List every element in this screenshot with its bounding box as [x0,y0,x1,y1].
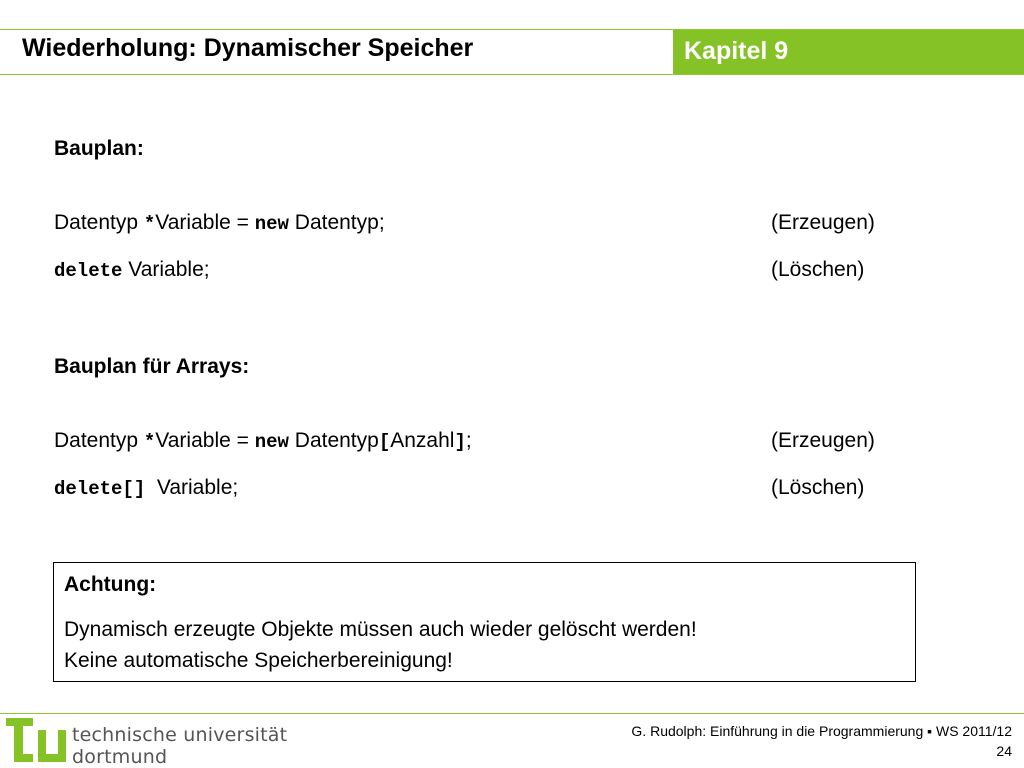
chapter-label: Kapitel 9 [684,37,789,65]
footer-rule [0,713,1024,714]
section-heading-arrays: Bauplan für Arrays: [54,355,250,378]
warning-text-2: Keine automatische Speicherbereinigung! [64,649,453,672]
university-name-line1: technische universität [72,724,288,746]
code-line-new: Datentyp *Variable = new Datentyp; [54,211,385,235]
tu-logo-icon [4,716,68,766]
warning-box [53,562,916,682]
section-heading-bauplan: Bauplan: [54,137,144,160]
note-erzeugen: (Erzeugen) [771,211,875,234]
slide-title: Wiederholung: Dynamischer Speicher [22,34,474,62]
page-number: 24 [996,743,1012,759]
warning-text-1: Dynamisch erzeugte Objekte müssen auch wieder gelöscht werden! [64,618,697,641]
note-erzeugen-array: (Erzeugen) [771,429,875,452]
chapter-badge [673,30,1024,74]
warning-heading: Achtung: [64,573,157,596]
code-line-new-array: Datentyp *Variable = new Datentyp[Anzahl]; [54,429,472,453]
footer-citation: G. Rudolph: Einführung in die Programmierung ▪ WS 2011/12 [631,723,1012,739]
university-name-line2: dortmund [72,746,168,768]
code-line-delete-array: delete[] Variable; [54,476,239,500]
note-loeschen-array: (Löschen) [771,476,865,499]
header-bottom-rule [0,74,1024,75]
code-line-delete: delete Variable; [54,258,210,282]
note-loeschen: (Löschen) [771,258,865,281]
